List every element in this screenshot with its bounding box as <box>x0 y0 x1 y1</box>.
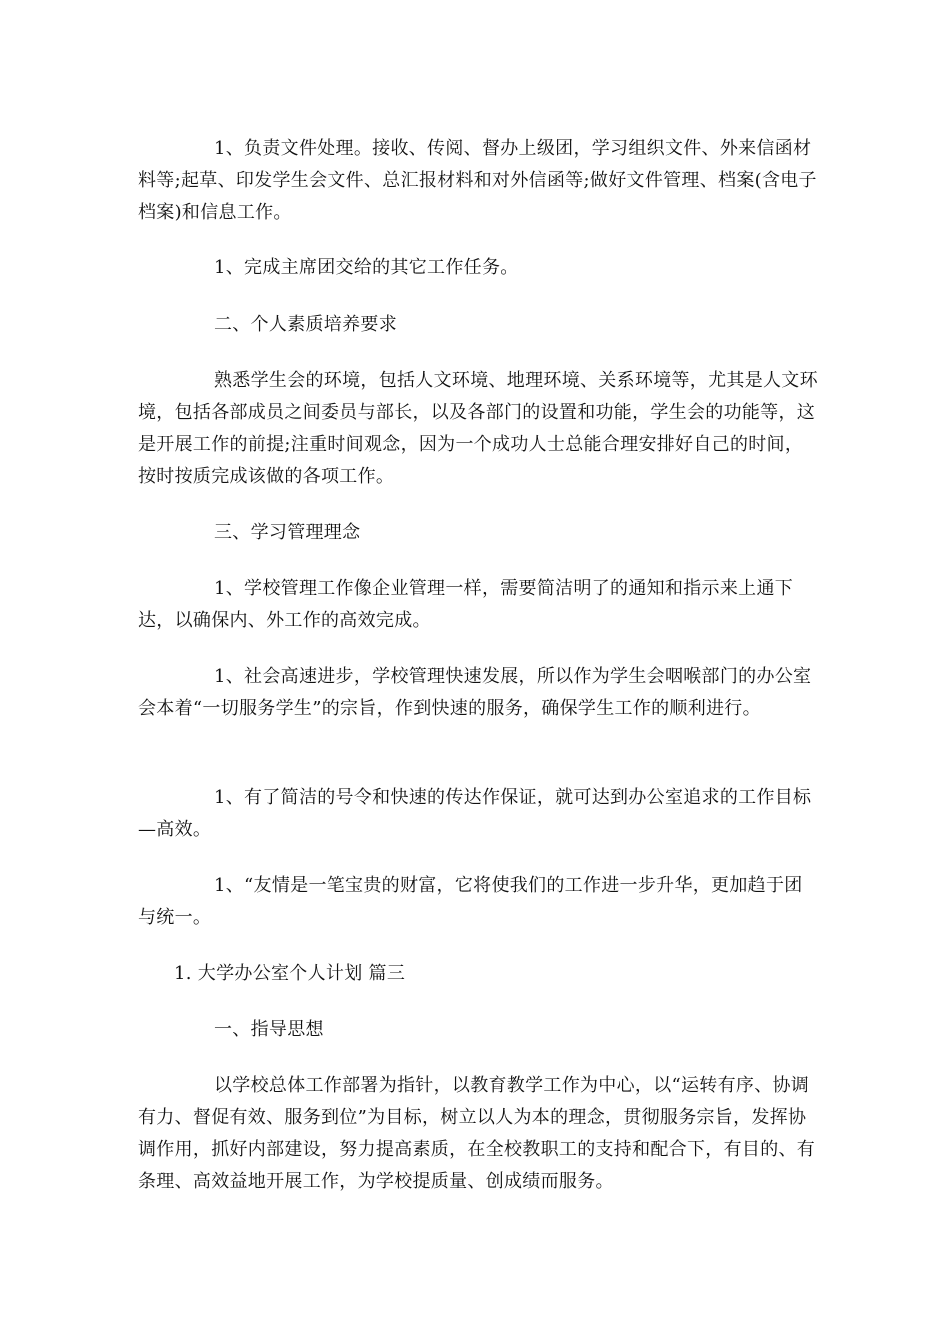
heading-management-concept: 三、学习管理理念 <box>214 522 361 543</box>
paragraph-school-management: 1、学校管理工作像企业管理一样，需要简洁明了的通知和指示来上通下达，以确保内、外工作的高效完成。 <box>138 578 794 631</box>
paragraph-guiding-ideology: 以学校总体工作部署为指针，以教育教学工作为中心，以“运转有序、协调有力、督促有效、服务到位”为目标，树立以人为本的理念，贯彻服务宗旨，发挥协调作用，抓好内部建设，努力提高素质，在全校教职工的支持和配合下，有目的、有条理、高效益地开展工作，为学校提质量、创成绩而服务。 <box>138 1075 816 1192</box>
section-title-part-three: 1. 大学办公室个人计划 篇三 <box>174 963 406 984</box>
paragraph-social-progress: 1、社会高速进步，学校管理快速发展，所以作为学生会咽喉部门的办公室会本着“一切服务学生”的宗旨，作到快速的服务，确保学生工作的顺利进行。 <box>138 666 812 719</box>
heading-personal-quality: 二、个人素质培养要求 <box>214 314 397 335</box>
heading-guiding-ideology: 一、指导思想 <box>214 1019 324 1040</box>
paragraph-environment: 熟悉学生会的环境，包括人文环境、地理环境、关系环境等，尤其是人文环境，包括各部成员之间委员与部长，以及各部门的设置和功能，学生会的功能等，这是开展工作的前提;注重时间观念，因为一个成功人士总能合理安排好自己的时间，按时按质完成该做的各项工作。 <box>138 370 818 487</box>
paragraph-friendship: 1、“友情是一笔宝贵的财富，它将使我们的工作进一步升华，更加趋于团与统一。 <box>138 875 803 928</box>
paragraph-file-handling: 1、负责文件处理。接收、传阅、督办上级团，学习组织文件、外来信函材料等;起草、印发学生会文件、总汇报材料和对外信函等;做好文件管理、档案(含电子档案)和信息工作。 <box>138 138 817 223</box>
paragraph-other-tasks: 1、完成主席团交给的其它工作任务。 <box>214 257 519 278</box>
paragraph-efficiency: 1、有了简洁的号令和快速的传达作保证，就可达到办公室追求的工作目标—高效。 <box>138 787 812 840</box>
